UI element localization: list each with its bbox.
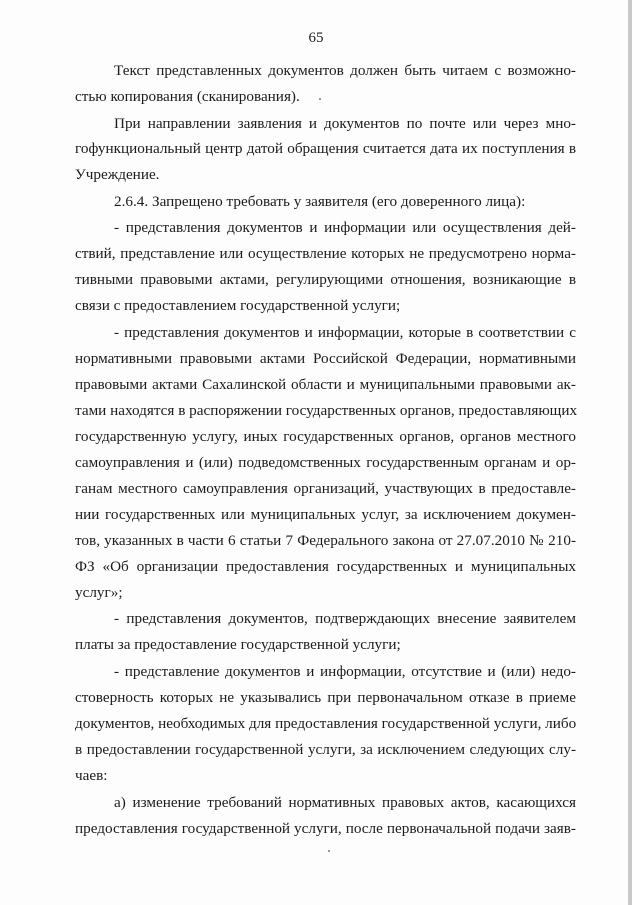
text-line: стью копирования (сканирования). xyxy=(75,88,300,105)
text-line: связи с предоставлением государственной услуги; xyxy=(75,297,401,314)
text-line: тами находятся в распоряжении государственных органов, предоставляющих xyxy=(75,402,578,419)
text-line: государственную услугу, иных государственных органов, органов местного xyxy=(75,428,576,445)
text-line: услуг»; xyxy=(75,584,123,601)
text-line: нии государственных или муниципальных услуг, за исключением докумен- xyxy=(75,506,576,523)
page-number: 65 xyxy=(308,30,324,46)
text-line: - представление документов и информации, отсутствие и (или) недо- xyxy=(114,663,576,680)
text-line: документов, необходимых для предоставления государственной услуги, либо xyxy=(75,715,577,732)
text-line: - представления документов и информации или осуществления дей- xyxy=(114,219,576,236)
text-line: ФЗ «Об организации предоставления государственных и муниципальных xyxy=(75,558,576,575)
text-line: ганам местного самоуправления организаций, участвующих в предоставле- xyxy=(75,480,576,497)
text-line: ствий, представление или осуществление которых не предусмотрено норма- xyxy=(75,245,576,262)
text-line: самоуправления и (или) подведомственных государственным органам и ор- xyxy=(75,454,576,471)
text-line: нормативными правовыми актами Российской Федерации, нормативными xyxy=(75,350,576,367)
text-line: 2.6.4. Запрещено требовать у заявителя (его доверенного лица): xyxy=(114,193,526,210)
text-line: тов, указанных в части 6 статьи 7 Федерального закона от 27.07.2010 № 210- xyxy=(75,532,576,549)
text-line: предоставления государственной услуги, после первоначальной подачи заяв- xyxy=(75,820,576,837)
text-line: стоверность которых не указывались при первоначальном отказе в приеме xyxy=(75,689,576,706)
text-line: При направлении заявления и документов по почте или через мно- xyxy=(114,115,576,132)
text-line: правовыми актами Сахалинской области и муниципальными правовыми ак- xyxy=(75,376,576,393)
text-line: платы за предоставление государственной услуги; xyxy=(75,636,401,653)
text-line: Учреждение. xyxy=(75,166,160,183)
text-line: Текст представленных документов должен быть читаем с возможно- xyxy=(114,62,576,79)
text-line: тивными правовыми актами, регулирующими отношения, возникающие в xyxy=(75,271,576,288)
text-line: гофункциональный центр датой обращения считается дата их поступления в xyxy=(75,140,576,157)
scan-speck xyxy=(319,98,321,100)
text-line: в предоставлении государственной услуги, за исключением следующих слу- xyxy=(75,741,576,758)
text-line: а) изменение требований нормативных правовых актов, касающихся xyxy=(114,794,576,811)
scan-edge xyxy=(628,0,632,905)
scan-speck xyxy=(328,850,330,852)
text-line: - представления документов и информации, которые в соответствии с xyxy=(114,324,576,341)
text-line: чаев: xyxy=(75,767,108,784)
text-line: - представления документов, подтверждающих внесение заявителем xyxy=(114,610,576,627)
